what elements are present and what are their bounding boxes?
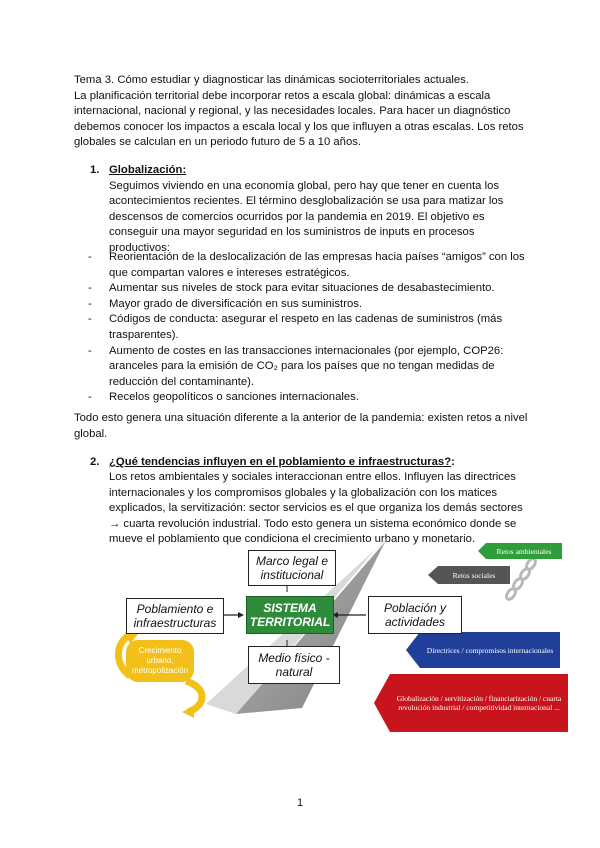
section-1-paragraph: Seguimos viviendo en una economía global, pero hay que tener en cuenta los acontecimientos recientes. El término desglobalización se usa para matizar los descensos de comercios ocurridos por la pandemia en 2019. El objetivo es conseguir una mayor seguridad en los suministros de inputs en procesos productivos:	[109, 179, 504, 254]
list-item: - Códigos de conducta: asegurar el respeto en las cadenas de suministros (más trasparentes).	[88, 313, 503, 341]
list-item: - Recelos geopolíticos o sanciones internacionales.	[88, 391, 359, 404]
poblacion-box: Población y actividades	[368, 596, 462, 634]
list-item: - Aumento de costes en las transacciones internacionales (por ejemplo, COP26: aranceles para la emisión de CO₂ para los países que no tengan medidas de reducción del contaminante).	[88, 344, 504, 388]
directrices-label: Directrices / compromisos internacionales	[426, 645, 554, 655]
section-1-bullet-list	[88, 250, 530, 406]
section-2-title: ¿Qué tendencias influyen en el poblamiento e infraestructuras?	[109, 456, 452, 468]
section-2-title-suffix: :	[451, 456, 455, 468]
section-1-heading	[90, 163, 530, 179]
section-2-paragraph: Los retos ambientales y sociales interaccionan entre ellos. Influyen las directrices internacionales y los compromisos globales y la globalización con los matices explicados, la servitización: sector servicios es el que organiza los demás sectores → cuarta revolución industrial. Todo esto genera un sistema económico donde se mueve el poblamiento que condiciona el crecimiento urbano y monetario.	[109, 471, 523, 546]
list-item: - Aumentar sus niveles de stock para evitar situaciones de desabastecimiento.	[88, 282, 495, 295]
page-number: 1	[296, 797, 304, 809]
topic-title-line: Tema 3. Cómo estudiar y diagnosticar las dinámicas socioterritoriales actuales.	[74, 74, 469, 86]
marco-legal-box: Marco legal e institucional	[248, 550, 336, 586]
sistema-territorial-box: SISTEMA TERRITORIAL	[246, 596, 334, 634]
section-1-number: 1.	[90, 164, 100, 176]
section-2-heading	[90, 455, 530, 471]
section-1-closing: Todo esto genera una situación diferente a la anterior de la pandemia: existen retos a nivel global.	[74, 412, 528, 440]
list-item: - Reorientación de la deslocalización de las empresas hacia países “amigos” con los que compartan valores e intereses estratégicos.	[88, 251, 525, 279]
list-item: - Mayor grado de diversificación en sus suministros.	[88, 297, 363, 310]
section-1-title: Globalización:	[109, 164, 187, 176]
intro-paragraph: La planificación territorial debe incorporar retos a escala global: dinámicas a escala internacional, nacional y regional, y las necesidades locales. Para hacer un diagnóstico debemos conocer los impactos a escala local y los que influyen a otras escalas. Los retos globales se calculan en un periodo futuro de 5 a 10 años.	[74, 89, 524, 149]
poblamiento-box: Poblamiento e infraestructuras	[126, 598, 224, 634]
medio-fisico-box: Medio físico - natural	[248, 646, 340, 684]
territorial-system-diagram	[90, 536, 570, 756]
retos-ambientales-label: Retos ambientales	[496, 546, 552, 556]
globalizacion-label: Globalización / servitización / financiarización / cuarta revolución industrial / competitividad internacional ...	[396, 694, 562, 712]
retos-sociales-label: Retos sociales	[452, 570, 496, 580]
section-2-number: 2.	[90, 456, 100, 468]
crecimiento-urbano-box: Crecimiento urbano, metropolización	[126, 640, 194, 682]
